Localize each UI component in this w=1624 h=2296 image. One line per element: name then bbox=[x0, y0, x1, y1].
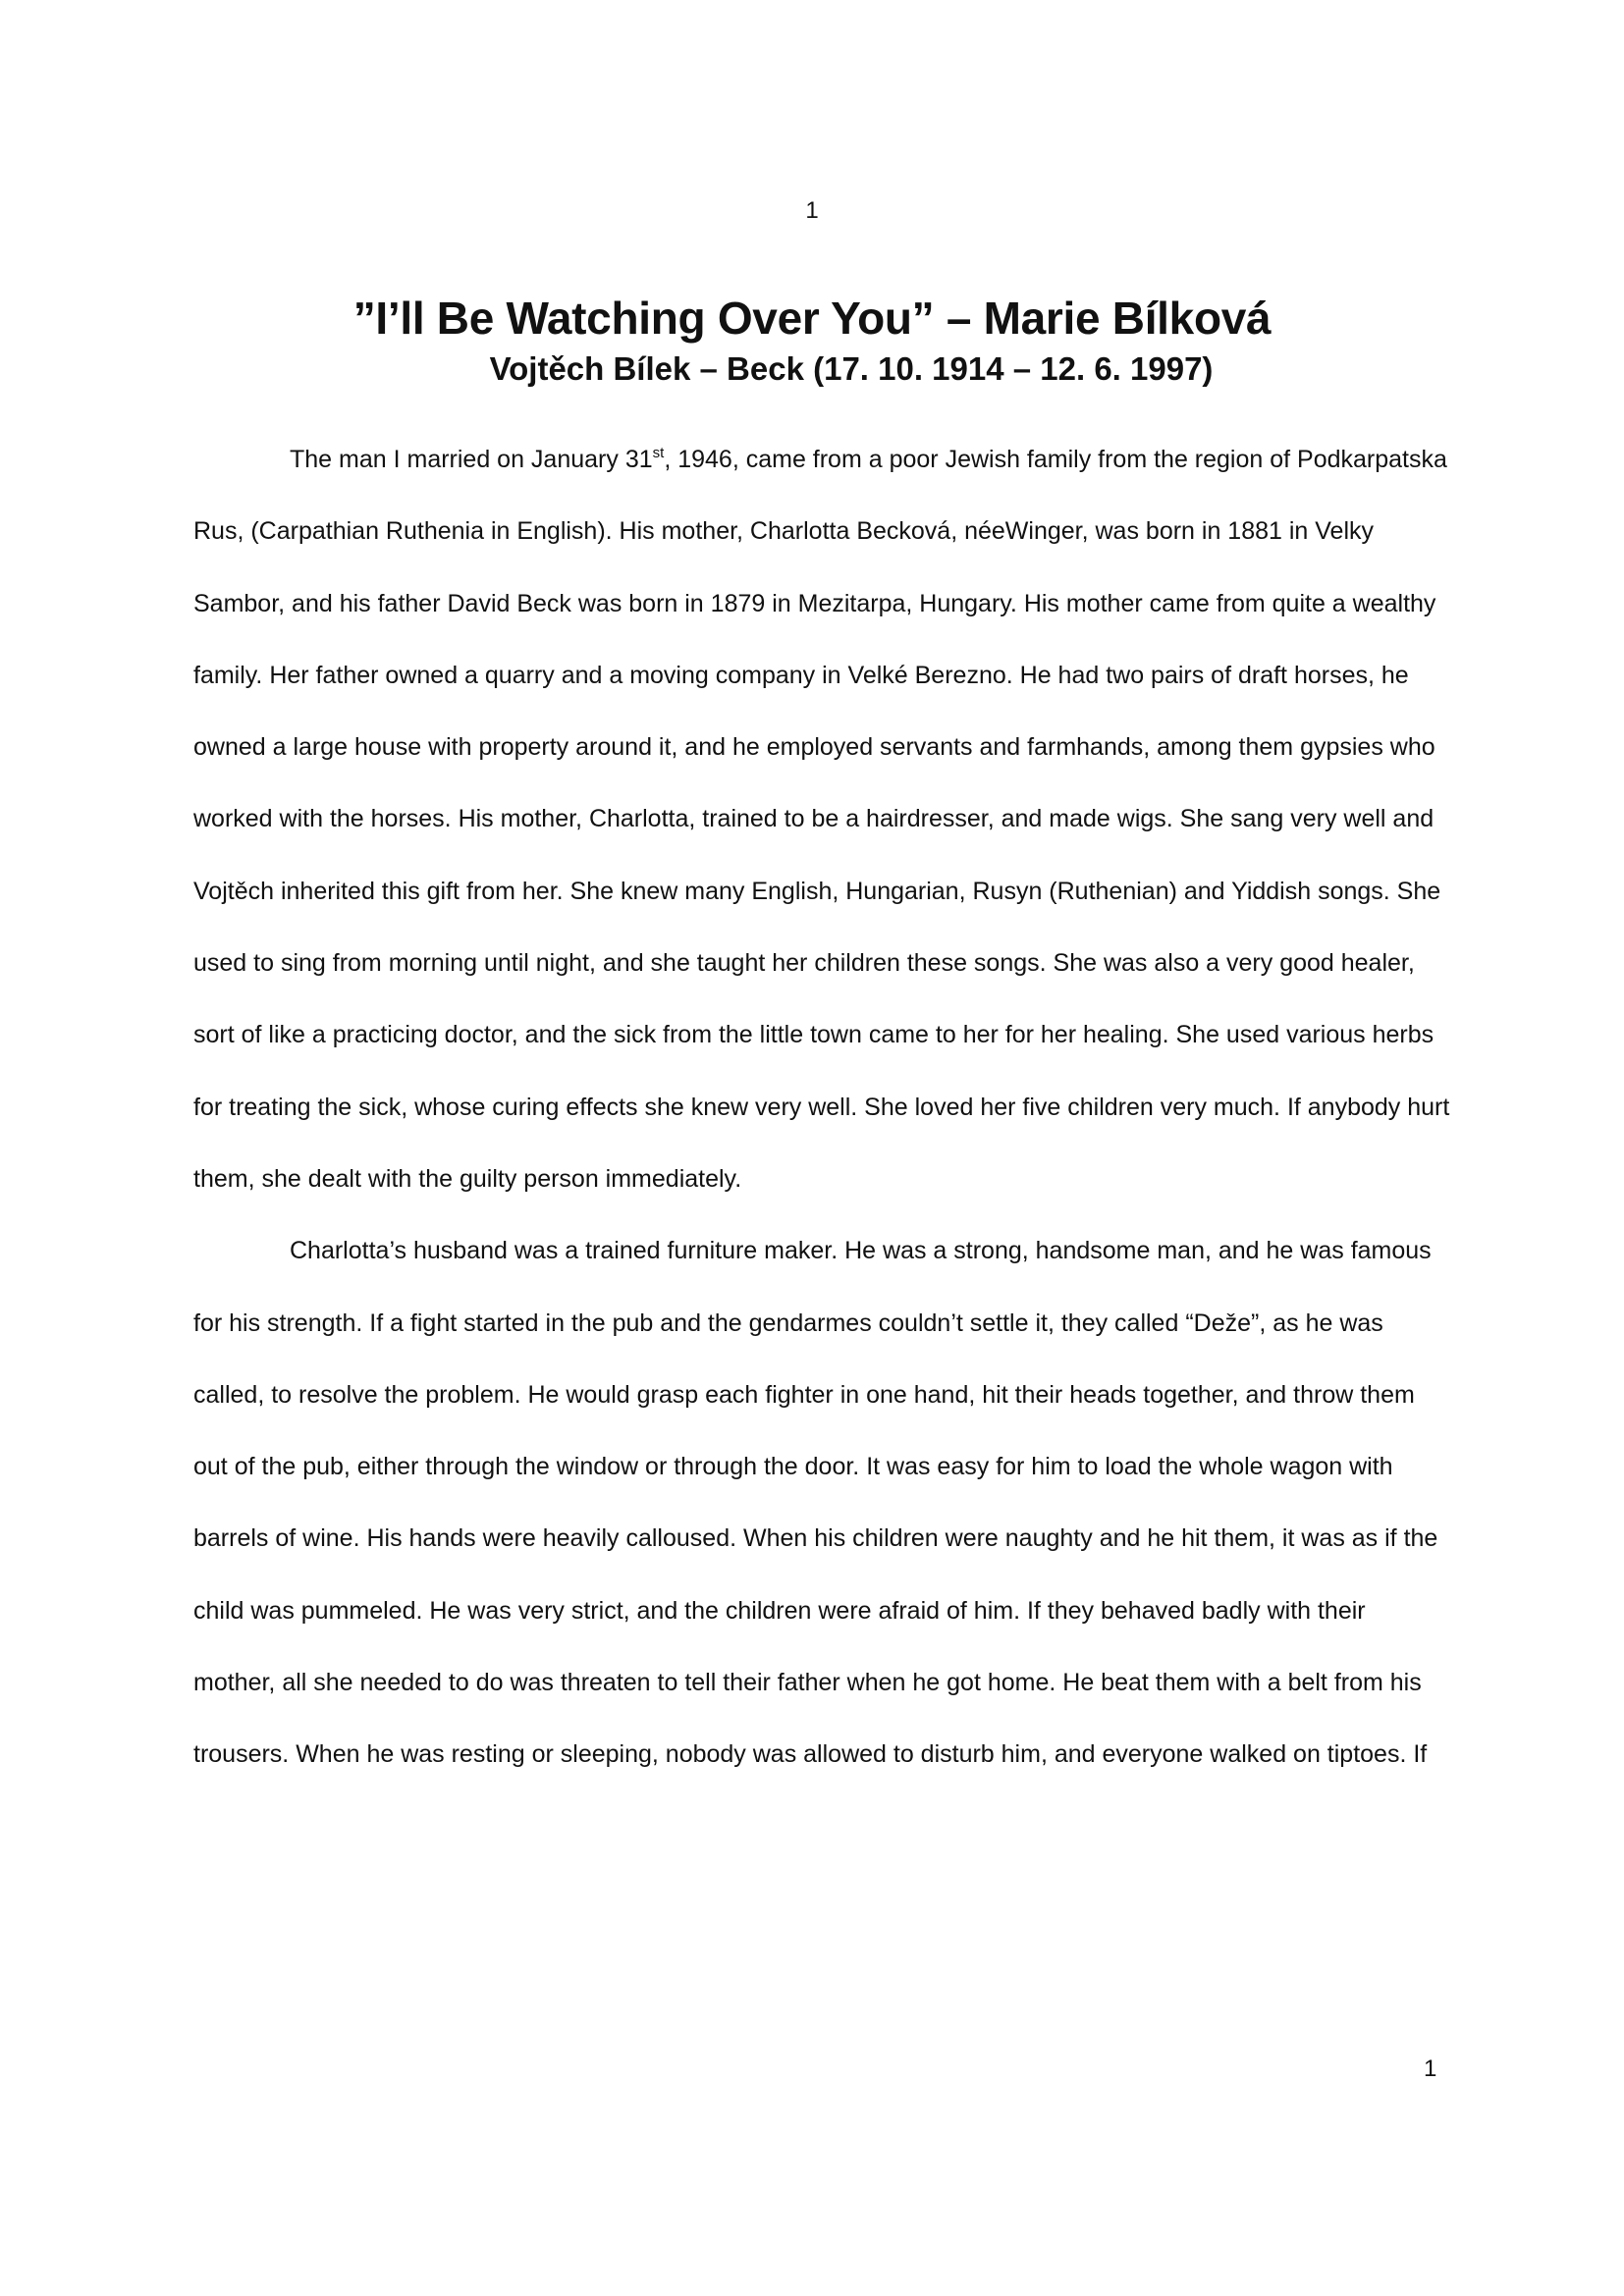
paragraph-1-lead: The man I married on January 31 bbox=[290, 446, 653, 473]
page-number-top: 1 bbox=[805, 197, 819, 224]
body-text bbox=[193, 424, 1450, 1791]
document-subtitle: Vojtěch Bílek – Beck (17. 10. 1914 – 12. 6. 1997) bbox=[489, 350, 1214, 387]
paragraph-1 bbox=[193, 424, 1450, 1215]
paragraph-1-rest: , 1946, came from a poor Jewish family from the region of Podkarpatska Rus, (Carpathian Ruthenia in English). His mother, Charlotta Becková, néeWinger, was born in 1881 in Velky Sambor, and his father David Beck was born in 1879 in Mezitarpa, Hungary. His mother came from quite a wealthy family. Her father owned a quarry and a moving company in Velké Berezno. He had two pairs of draft horses, he owned a large house with property around it, and he employed servants and farmhands, among them gypsies who worked with the horses. His mother, Charlotta, trained to be a hairdresser, and made wigs. She sang very well and Vojtěch inherited this gift from her. She knew many English, Hungarian, Rusyn (Ruthenian) and Yiddish songs. She used to sing from morning until night, and she taught her children these songs. She was also a very good healer, sort of like a practicing doctor, and the sick from the little town came to her for her healing. She used various herbs for treating the sick, whose curing effects she knew very well. She loved her five children very much. If anybody hurt them, she dealt with the guilty person immediately. bbox=[193, 446, 1450, 1193]
paragraph-2: Charlotta’s husband was a trained furniture maker. He was a strong, handsome man, and he was famous for his strength. If a fight started in the pub and the gendarmes couldn’t settle it, they called “Deže”, as he was called, to resolve the problem. He would grasp each fighter in one hand, hit their heads together, and throw them out of the pub, either through the window or through the door. It was easy for him to load the whole wagon with barrels of wine. His hands were heavily calloused. When his children were naughty and he hit them, it was as if the child was pummeled. He was very strict, and the children were afraid of him. If they behaved badly with their mother, all she needed to do was threaten to tell their father when he got home. He beat them with a belt from his trousers. When he was resting or sleeping, nobody was allowed to disturb him, and everyone walked on tiptoes. If bbox=[193, 1237, 1438, 1769]
ordinal-suffix: st bbox=[652, 445, 665, 461]
page-number-bottom: 1 bbox=[1424, 2056, 1437, 2082]
document-title: ”I’ll Be Watching Over You” – Marie Bílková bbox=[352, 293, 1272, 344]
